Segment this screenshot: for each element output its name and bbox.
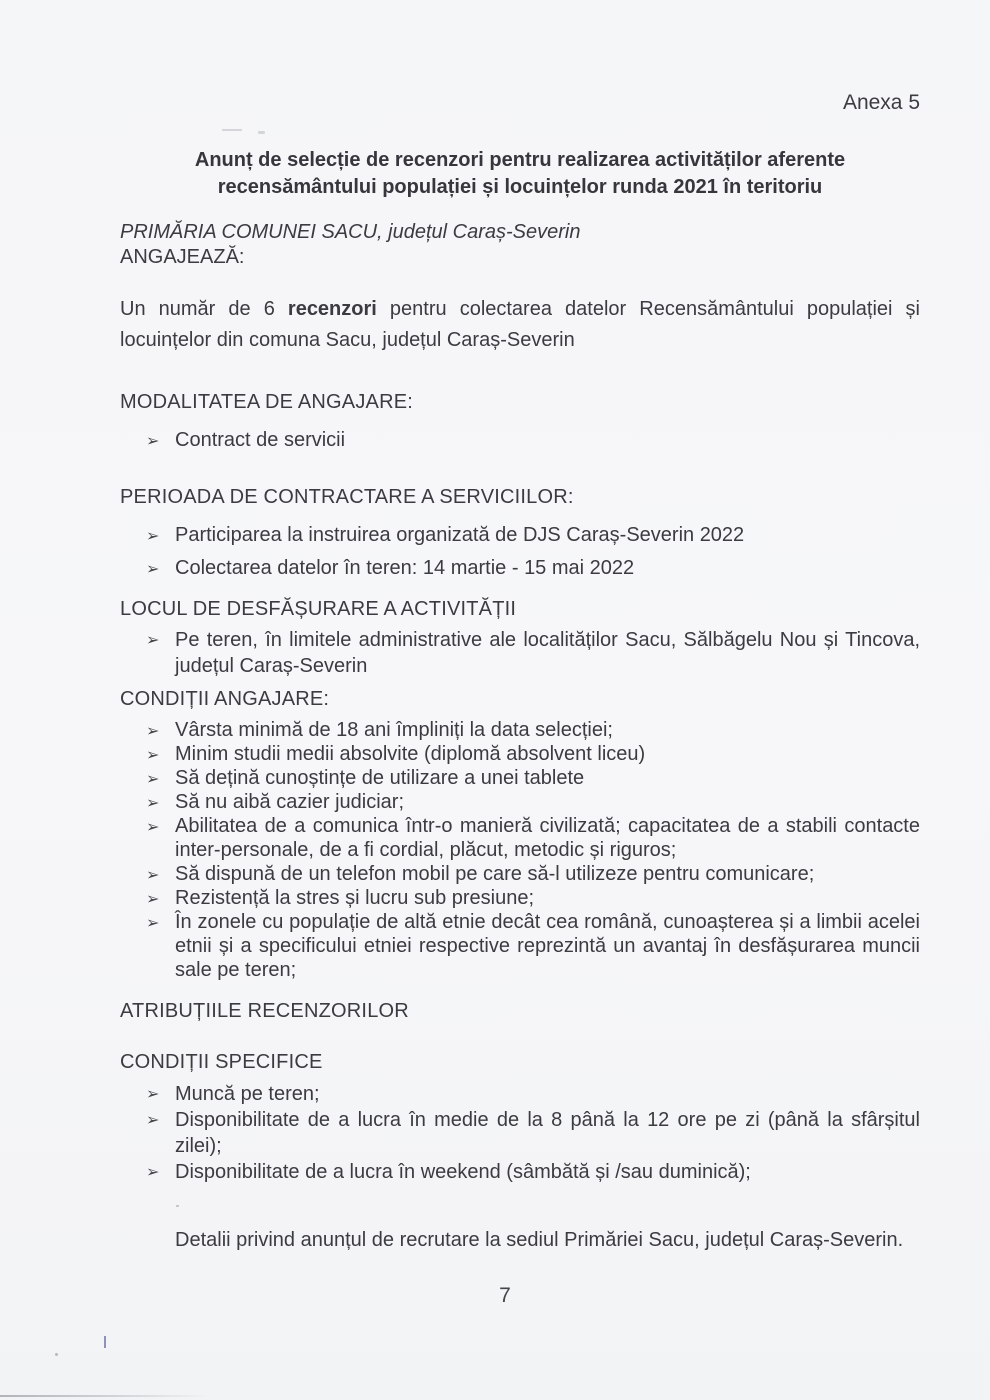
bullet-item <box>120 1107 920 1159</box>
section-heading: PERIOADA DE CONTRACTARE A SERVICIILOR: <box>120 486 574 508</box>
section-heading: CONDIȚII ANGAJARE: <box>120 688 330 710</box>
arrow-bullet-icon: ➢ <box>146 1164 160 1181</box>
bullet-list <box>120 428 920 453</box>
document-content <box>120 0 920 1274</box>
annex-label: Anexa 5 <box>842 91 920 114</box>
section <box>120 687 920 982</box>
bullet-item-text: Disponibilitate de a lucra în medie de la 8 până la 12 ore pe zi (până la sfârșitul zilei); <box>175 1109 920 1157</box>
section <box>120 485 920 581</box>
bullet-item <box>120 718 920 742</box>
bullet-item-text: Contract de servicii <box>175 429 346 451</box>
bullet-item-text: Să dispună de un telefon mobil pe care să-l utilizeze pentru comunicare; <box>175 863 815 885</box>
arrow-bullet-icon: ➢ <box>146 528 160 545</box>
bullet-item-text: Participarea la instruirea organizată de DJS Caraș-Severin 2022 <box>175 524 745 546</box>
document-title <box>120 147 920 201</box>
bullet-list <box>120 627 920 679</box>
employer-block <box>120 220 920 270</box>
bullet-item-text: Să nu aibă cazier judiciar; <box>175 791 405 813</box>
section-heading: ATRIBUȚIILE RECENZORILOR <box>120 1000 409 1022</box>
section-heading: CONDIȚII SPECIFICE <box>120 1051 323 1073</box>
bullet-item <box>120 627 920 679</box>
bullet-item-text: Muncă pe teren; <box>175 1083 320 1105</box>
intro-text-post: pentru colectarea datelor Recensământului populației și locuințelor din comuna Sacu, județul Caraș-Severin <box>120 298 920 351</box>
arrow-bullet-icon: ➢ <box>146 819 160 836</box>
intro-text-bold: recenzori <box>287 298 377 320</box>
sections <box>120 390 920 1185</box>
arrow-bullet-icon: ➢ <box>146 795 160 812</box>
closing-paragraph: Detalii privind anunțul de recrutare la sediul Primăriei Sacu, județul Caraș-Severin. <box>175 1229 904 1251</box>
scan-pen-mark <box>104 1336 106 1348</box>
document-title-line1: Anunț de selecție de recenzori pentru realizarea activităților aferente <box>194 149 846 171</box>
section <box>120 597 920 679</box>
bullet-item-text: În zonele cu populație de altă etnie decât cea română, cunoașterea și a limbii acelei etnii și a specificului etniei respective reprezintă un avantaj în desfășurarea muncii sale pe teren; <box>175 911 920 981</box>
bullet-item-text: Vârsta minimă de 18 ani împliniți la data selecției; <box>175 719 613 741</box>
scan-edge-shadow <box>0 1395 210 1397</box>
arrow-bullet-icon: ➢ <box>146 915 160 932</box>
bullet-item <box>120 1081 920 1107</box>
employer-name: PRIMĂRIA COMUNEI SACU, județul Caraș-Severin <box>120 221 581 243</box>
arrow-bullet-icon: ➢ <box>146 561 160 578</box>
bullet-list <box>120 718 920 982</box>
bullet-item-text: Minim studii medii absolvite (diplomă absolvent liceu) <box>175 743 646 765</box>
bullet-item-text: Disponibilitate de a lucra în weekend (sâmbătă și /sau duminică); <box>175 1161 751 1183</box>
bullet-item <box>120 523 920 548</box>
section <box>120 999 920 1024</box>
page-number: 7 <box>499 1284 511 1307</box>
arrow-bullet-icon: ➢ <box>146 867 160 884</box>
bullet-item <box>120 862 920 886</box>
scan-speck <box>55 1353 58 1356</box>
bullet-item <box>120 766 920 790</box>
arrow-bullet-icon: ➢ <box>146 723 160 740</box>
intro-text-pre: Un număr de 6 <box>120 298 288 320</box>
bullet-item-text: Pe teren, în limitele administrative ale localităților Sacu, Sălbăgelu Nou și Tincova, județul Caraș-Severin <box>175 629 920 677</box>
bullet-item <box>120 1159 920 1185</box>
arrow-bullet-icon: ➢ <box>146 632 160 649</box>
section <box>120 390 920 453</box>
intro-paragraph <box>120 294 920 356</box>
arrow-bullet-icon: ➢ <box>146 1086 160 1103</box>
bullet-item-text: Să dețină cunoștințe de utilizare a unei tablete <box>175 767 585 789</box>
bullet-item <box>120 742 920 766</box>
bullet-item-text: Rezistență la stres și lucru sub presiune; <box>175 887 535 909</box>
bullet-list <box>120 523 920 581</box>
document-title-line2: recensământului populației și locuințelor runda 2021 în teritoriu <box>217 176 823 198</box>
bullet-item <box>120 790 920 814</box>
arrow-bullet-icon: ➢ <box>146 771 160 788</box>
bullet-item-text: Abilitatea de a comunica într-o manieră civilizată; capacitatea de a stabili contacte inter-personale, de a fi cordial, plăcut, metodic și riguros; <box>175 815 920 861</box>
bullet-list <box>120 1081 920 1185</box>
bullet-item <box>120 428 920 453</box>
arrow-bullet-icon: ➢ <box>146 433 160 450</box>
bullet-item <box>120 886 920 910</box>
section-heading: MODALITATEA DE ANGAJARE: <box>120 391 414 413</box>
bullet-item-text: Colectarea datelor în teren: 14 martie - 15 mai 2022 <box>175 557 635 579</box>
section-heading: LOCUL DE DESFĂȘURARE A ACTIVITĂȚII <box>120 598 517 620</box>
section <box>120 1050 920 1185</box>
arrow-bullet-icon: ➢ <box>146 891 160 908</box>
arrow-bullet-icon: ➢ <box>146 1112 160 1129</box>
employer-action: ANGAJEAZĂ: <box>120 246 245 268</box>
bullet-item <box>120 814 920 862</box>
arrow-bullet-icon: ➢ <box>146 747 160 764</box>
bullet-item <box>120 556 920 581</box>
bullet-item <box>120 910 920 982</box>
